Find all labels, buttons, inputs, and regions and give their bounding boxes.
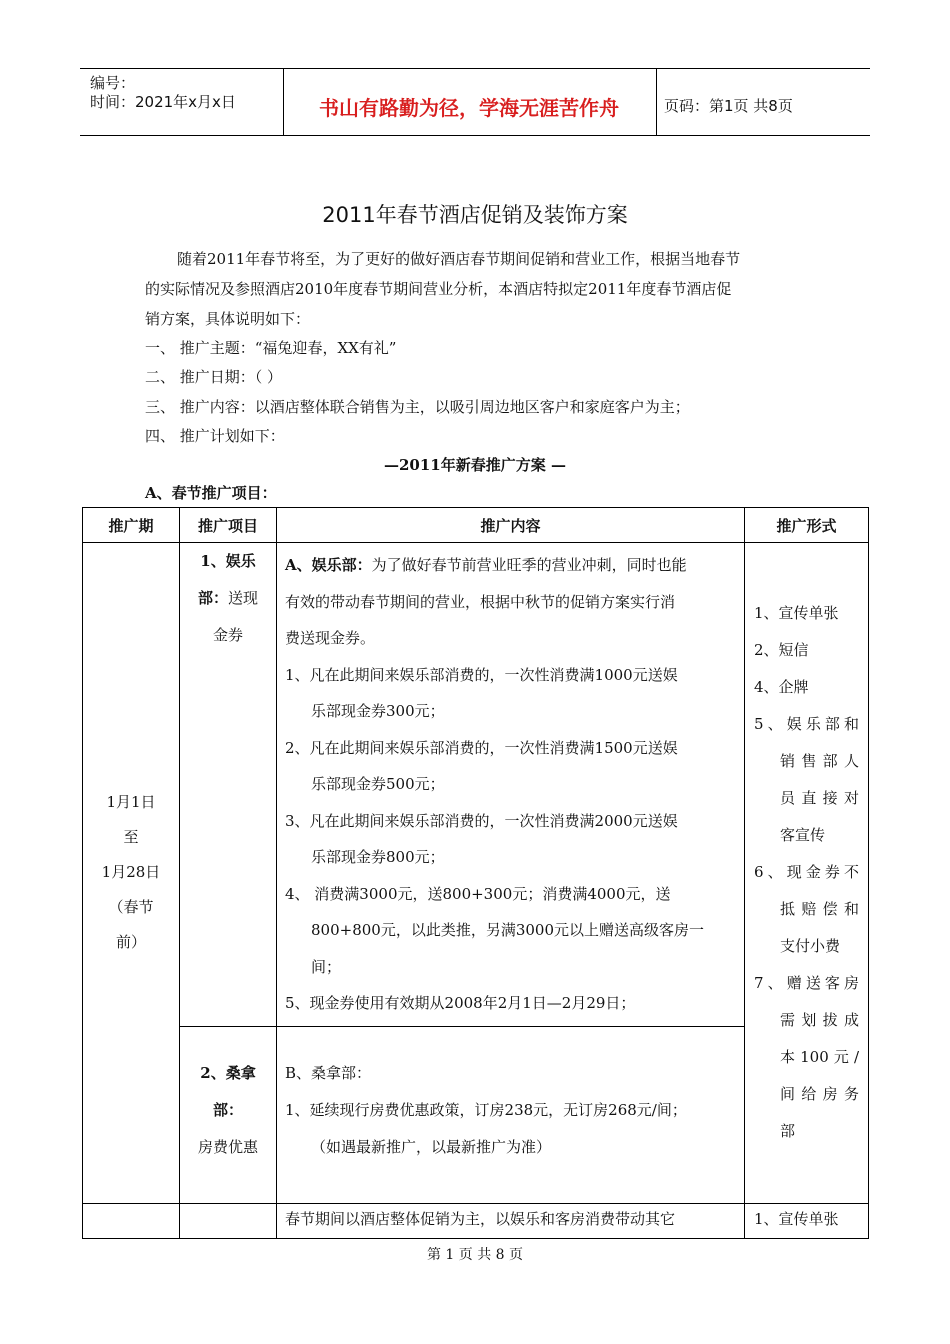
form-cell-overall xyxy=(745,1203,869,1238)
form-line: 员直接对 xyxy=(780,789,859,808)
form-line: 间给房务 xyxy=(780,1085,859,1104)
form-line: 需划拔成 xyxy=(780,1011,859,1030)
form-line: 部 xyxy=(780,1122,796,1141)
form-line: 5、娱乐部和 xyxy=(754,715,859,734)
item-desc: 送现 xyxy=(228,589,259,607)
intro-paragraph xyxy=(145,244,810,334)
col-header-period: 推广期 xyxy=(83,508,180,543)
content-line: 3、凡在此期间来娱乐部消费的，一次性消费满2000元送娱 xyxy=(285,811,678,830)
item-cell-sauna xyxy=(180,1026,277,1203)
item-cell-empty xyxy=(180,1203,277,1238)
form-line: 销售部人 xyxy=(780,752,859,771)
content-line: 1、凡在此期间来娱乐部消费的，一次性消费满1000元送娱 xyxy=(285,665,678,684)
form-line: 支付小费 xyxy=(780,937,841,956)
content-line: （如遇最新推广，以最新推广为准） xyxy=(311,1137,552,1156)
header-motto: 书山有路勤为径，学海无涯苦作舟 xyxy=(319,96,619,120)
table-row xyxy=(83,1203,869,1238)
item-label: 部： xyxy=(212,1100,243,1119)
document-title: 2011年春节酒店促销及装饰方案 xyxy=(322,203,628,227)
list-item-theme: 一、 推广主题：“福兔迎春，XX有礼” xyxy=(145,339,397,357)
content-line: 为了做好春节前营业旺季的营业冲刺，同时也能 xyxy=(371,556,687,574)
content-line: 4、 消费满3000元，送800+300元；消费满4000元，送 xyxy=(285,884,671,903)
intro-line: 销方案，具体说明如下： xyxy=(145,310,311,328)
col-header-form: 推广形式 xyxy=(745,508,869,543)
header-top-rule xyxy=(80,68,870,69)
item-label: 2、桑拿 xyxy=(200,1063,256,1082)
section-a-heading: A、春节推广项目： xyxy=(145,484,277,502)
item-cell-entertainment xyxy=(180,543,277,1027)
form-line: 本100元/ xyxy=(780,1048,859,1067)
content-line: 乐部现金券500元； xyxy=(311,775,445,793)
col-header-item: 推广项目 xyxy=(180,508,277,543)
promotion-table xyxy=(82,507,869,1239)
form-line: 2、短信 xyxy=(754,641,809,660)
list-item-date: 二、 推广日期：（ ） xyxy=(145,368,283,386)
content-line: 800+800元，以此类推，另满3000元以上赠送高级客房一 xyxy=(311,921,705,939)
form-line: 1、宣传单张 xyxy=(754,1209,839,1228)
header-number-label: 编号： xyxy=(90,74,136,92)
col-header-content: 推广内容 xyxy=(277,508,745,543)
period-line: 1月1日 xyxy=(106,793,156,812)
intro-line: 随着2011年春节将至，为了更好的做好酒店春节期间促销和营业工作，根据当地春节 xyxy=(177,250,741,268)
header-divider-right xyxy=(656,69,657,135)
list-item-plan: 四、 推广计划如下： xyxy=(145,427,285,445)
form-line: 4、企牌 xyxy=(754,678,809,697)
form-cell xyxy=(745,543,869,1204)
header-bottom-rule xyxy=(80,135,870,136)
item-desc: 房费优惠 xyxy=(197,1137,258,1156)
period-cell xyxy=(83,543,180,1204)
form-line: 7、赠送客房 xyxy=(754,974,859,993)
content-line: 费送现金券。 xyxy=(285,629,376,647)
item-desc: 金券 xyxy=(212,626,243,644)
form-line: 客宣传 xyxy=(780,826,826,845)
period-line: 前） xyxy=(115,933,146,952)
item-label: 部： xyxy=(197,589,228,607)
header-date: 时间：2021年x月x日 xyxy=(90,93,236,111)
content-line: B、桑拿部： xyxy=(285,1063,372,1082)
form-line: 1、宣传单张 xyxy=(754,604,839,623)
content-line: 1、延续现行房费优惠政策，订房238元，无订房268元/间； xyxy=(285,1100,687,1119)
content-cell-overall xyxy=(277,1203,745,1238)
content-cell-entertainment xyxy=(277,543,745,1027)
list-item-content: 三、 推广内容：以酒店整体联合销售为主，以吸引周边地区客户和家庭客户为主； xyxy=(145,398,690,416)
content-line: 有效的带动春节期间的营业，根据中秋节的促销方案实行消 xyxy=(285,592,676,611)
content-line: 间； xyxy=(311,957,342,976)
item-label: 1、娱乐 xyxy=(200,552,256,570)
plan-title: —2011年新春推广方案 — xyxy=(384,456,566,474)
content-line: 乐部现金券300元； xyxy=(311,702,445,720)
period-line: （春节 xyxy=(108,898,154,917)
content-line: 春节期间以酒店整体促销为主，以娱乐和客房消费带动其它 xyxy=(285,1209,676,1228)
form-line: 抵赔偿和 xyxy=(780,900,859,919)
header-page-info: 页码：第1页 共8页 xyxy=(664,97,793,115)
period-cell-empty xyxy=(83,1203,180,1238)
table-header-row xyxy=(83,508,869,543)
content-line: 2、凡在此期间来娱乐部消费的，一次性消费满1500元送娱 xyxy=(285,738,678,757)
table-row xyxy=(83,543,869,1027)
content-cell-sauna xyxy=(277,1026,745,1203)
content-heading: A、娱乐部： xyxy=(285,556,372,574)
page-footer: 第 1 页 共 8 页 xyxy=(426,1247,524,1263)
period-line: 至 xyxy=(123,828,139,847)
form-line: 6、现金券不 xyxy=(754,863,859,882)
intro-line: 的实际情况及参照酒店2010年度春节期间营业分析，本酒店特拟定2011年度春节酒店促 xyxy=(145,280,732,298)
content-line: 5、现金券使用有效期从2008年2月1日—2月29日； xyxy=(285,994,636,1012)
content-line: 乐部现金券800元； xyxy=(311,848,445,866)
period-line: 1月28日 xyxy=(101,863,161,882)
